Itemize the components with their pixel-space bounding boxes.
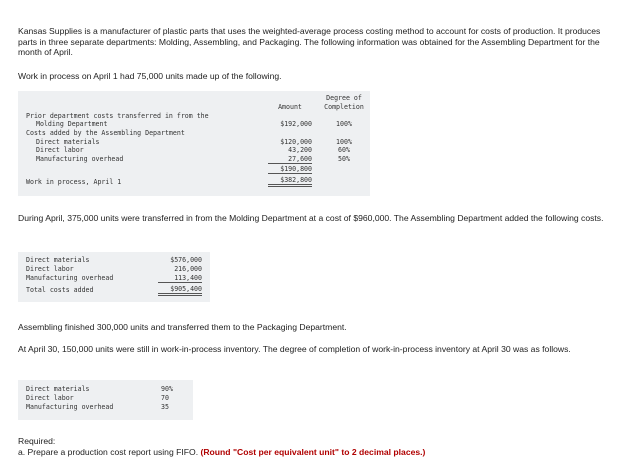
- table-row-amount: $576,000: [170, 256, 202, 264]
- table-row-amount: $192,000: [280, 120, 312, 128]
- table-row-total: $905,400: [158, 285, 202, 296]
- table-row-label: Direct labor: [26, 394, 74, 402]
- april30-paragraph: At April 30, 150,000 units were still in work-in-process inventory. The degree of completion of work-in-process inventory at April 30 was as follows.: [18, 344, 571, 354]
- degree-header-line1: Degree of: [326, 94, 362, 102]
- completion-table: [18, 380, 193, 420]
- required-label: Required:: [18, 436, 56, 446]
- table-row-degree: 60%: [338, 146, 350, 154]
- table-row-label: Direct labor: [26, 265, 74, 273]
- finished-paragraph: Assembling finished 300,000 units and transferred them to the Packaging Department.: [18, 322, 347, 332]
- requirement-a-note: (Round "Cost per equivalent unit" to 2 decimal places.): [200, 447, 426, 457]
- table-row-label: Prior department costs transferred in from the: [26, 112, 209, 120]
- table-row-label: Direct materials: [36, 138, 100, 146]
- table-row-label: Direct materials: [26, 256, 90, 264]
- table-row-degree: 100%: [336, 138, 352, 146]
- table-row-total: $382,800: [268, 176, 312, 187]
- degree-header-line2: Completion: [324, 103, 364, 111]
- costs-added-table: [18, 252, 210, 302]
- table-row-value: 70: [161, 394, 169, 402]
- table-row-label: Direct labor: [36, 146, 84, 154]
- table-row-label: Work in process, April 1: [26, 178, 122, 186]
- table-row-value: 90%: [161, 385, 173, 393]
- april-paragraph: During April, 375,000 units were transferred in from the Molding Department at a cost of $960,000. The Assembling Department added the following costs.: [18, 213, 604, 223]
- requirement-a-text: a. Prepare a production cost report using FIFO.: [18, 447, 199, 457]
- table-row-amount: $120,000: [280, 138, 312, 146]
- required-heading: [18, 436, 618, 447]
- table-row-label: Manufacturing overhead: [26, 274, 114, 282]
- table-row-amount: 113,400: [158, 274, 202, 283]
- table-row-label: Direct materials: [26, 385, 90, 393]
- table-row-amount: 43,200: [288, 146, 312, 154]
- table-row-label: Costs added by the Assembling Department: [26, 129, 185, 137]
- amount-header: Amount: [278, 103, 302, 111]
- table-row-subtotal: $190,800: [268, 165, 312, 174]
- table-row-label: Manufacturing overhead: [26, 403, 114, 411]
- table-row-label: Molding Department: [36, 120, 108, 128]
- wip-april1-table: [18, 91, 370, 196]
- table-row-amount: 27,600: [268, 155, 312, 164]
- table-row-label: Manufacturing overhead: [36, 155, 124, 163]
- requirement-a: [18, 447, 618, 458]
- wip-intro: Work in process on April 1 had 75,000 units made up of the following.: [18, 71, 282, 81]
- table-row-amount: 216,000: [174, 265, 202, 273]
- table-row-degree: 100%: [336, 120, 352, 128]
- intro-paragraph: Kansas Supplies is a manufacturer of plastic parts that uses the weighted-average process costing method to account for costs of production. It produces parts in three separate departments: Molding, Assembling, and Packaging. The following information was obtained for the Assembling Department for the month of April.: [18, 26, 601, 57]
- table-row-value: 35: [161, 403, 169, 411]
- table-row-degree: 50%: [338, 155, 350, 163]
- table-row-label: Total costs added: [26, 286, 94, 294]
